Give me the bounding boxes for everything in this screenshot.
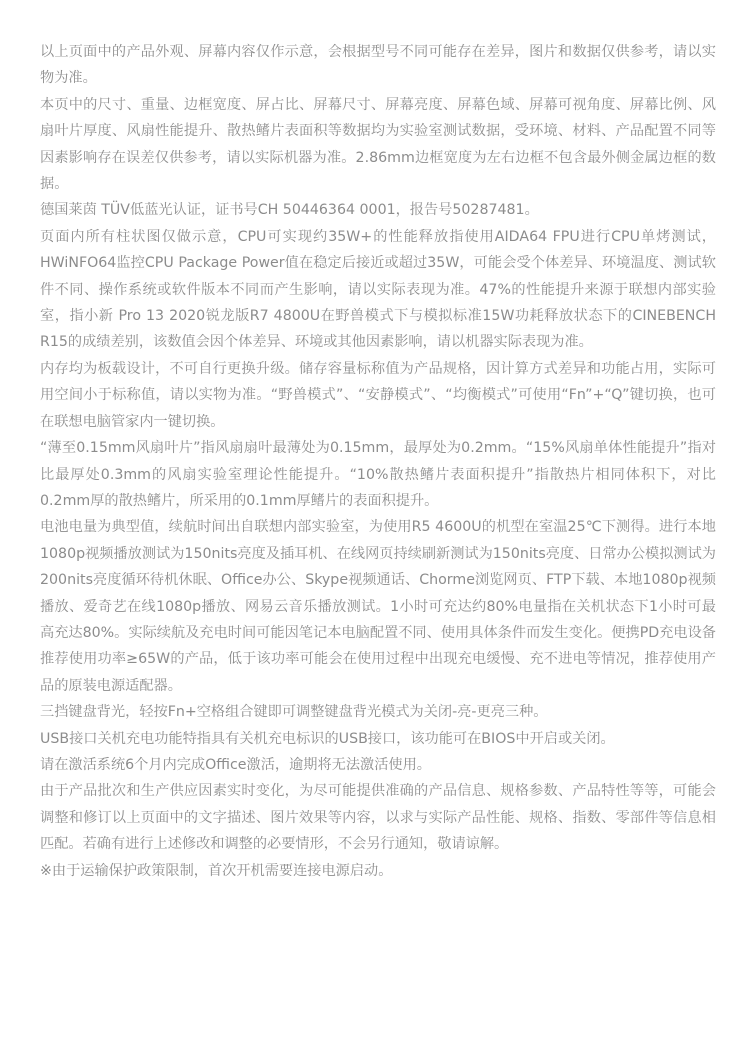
disclaimer-paragraph-office-activation: 请在激活系统6个月内完成Office激活，逾期将无法激活使用。 [40,756,431,773]
disclaimer-paragraph-fan: “薄至0.15mm风扇叶片”指风扇扇叶最薄处为0.15mm，最厚处为0.2mm。“15%风扇单体性能提升”指对比最厚处0.3mm的风扇实验室理论性能提升。“10%散热鳍片表面积提升”指散热片相同体积下，对比0.2mm厚的散热鳍片，所采用的0.1mm厚鳍片的表面积提升。 [40,440,716,509]
disclaimer-paragraph-memory-storage: 内存均为板载设计，不可自行更换升级。储存容量标称值为产品规格，因计算方式差异和功能占用，实际可用空间小于标称值，请以实物为准。“野兽模式”、“安静模式”、“均衡模式”可使用“Fn”+“Q”键切换，也可在联想电脑管家内一键切换。 [40,360,716,430]
disclaimer-paragraph-usb-charging: USB接口关机充电功能特指具有关机充电标识的USB接口，该功能可在BIOS中开启或关闭。 [40,730,615,747]
disclaimer-text-block [40,39,716,884]
disclaimer-paragraph-product-changes: 由于产品批次和生产供应因素实时变化，为尽可能提供准确的产品信息、规格参数、产品特性等等，可能会调整和修订以上页面中的文字描述、图片效果等内容，以求与实际产品性能、规格、指数、零部件等信息相匹配。若确有进行上述修改和调整的必要情形，不会另行通知，敬请谅解。 [40,783,716,853]
disclaimer-paragraph-tuv-certification: 德国莱茵 TÜV低蓝光认证，证书号CH 50446364 0001，报告号50287481。 [40,202,539,219]
disclaimer-paragraph-first-boot: ※由于运输保护政策限制，首次开机需要连接电源启动。 [40,862,393,879]
disclaimer-paragraph-appearance: 以上页面中的产品外观、屏幕内容仅作示意，会根据型号不同可能存在差异，图片和数据仅供参考，请以实物为准。 [40,44,716,87]
disclaimer-paragraph-keyboard-backlight: 三挡键盘背光，轻按Fn+空格组合键即可调整键盘背光模式为关闭-亮-更亮三种。 [40,704,548,721]
disclaimer-paragraph-test-data: 本页中的尺寸、重量、边框宽度、屏占比、屏幕尺寸、屏幕亮度、屏幕色域、屏幕可视角度、屏幕比例、风扇叶片厚度、风扇性能提升、散热鳍片表面积等数据均为实验室测试数据，受环境、材料、产品配置不同等因素影响存在误差仅供参考，请以实际机器为准。2.86mm边框宽度为左右边框不包含最外侧金属边框的数据。 [40,96,716,193]
disclaimer-paragraph-battery: 电池电量为典型值，续航时间出自联想内部实验室，为使用R5 4600U的机型在室温25℃下测得。进行本地1080p视频播放测试为150nits亮度及插耳机、在线网页持续刷新测试为150nits亮度、日常办公模拟测试为200nits亮度循环待机休眠、Office办公、Skype视频通话、Chorme浏览网页、FTP下载、本地1080p视频播放、爱奇艺在线1080p播放、网易云音乐播放测试。1小时可充达约80%电量指在关机状态下1小时可最高充达80%。实际续航及充电时间可能因笔记本电脑配置不同、使用具体条件而发生变化。便携PD充电设备推荐使用功率≥65W的产品，低于该功率可能会在使用过程中出现充电缓慢、充不进电等情况，推荐使用产品的原装电源适配器。 [40,519,716,694]
disclaimer-paragraph-performance: 页面内所有柱状图仅做示意，CPU可实现约35W+的性能释放指使用AIDA64 FPU进行CPU单烤测试，HWiNFO64监控CPU Package Power值在稳定后接近或超过35W，可能会受个体差异、环境温度、测试软件不同、操作系统或软件版本不同而产生影响，请以实际表现为准。47%的性能提升来源于联想内部实验室，指小新 Pro 13 2020锐龙版R7 4800U在野兽模式下与模拟标准15W功耗释放状态下的CINEBENCH R15的成绩差别，该数值会因个体差异、环境或其他因素影响，请以机器实际表现为准。 [40,228,716,351]
